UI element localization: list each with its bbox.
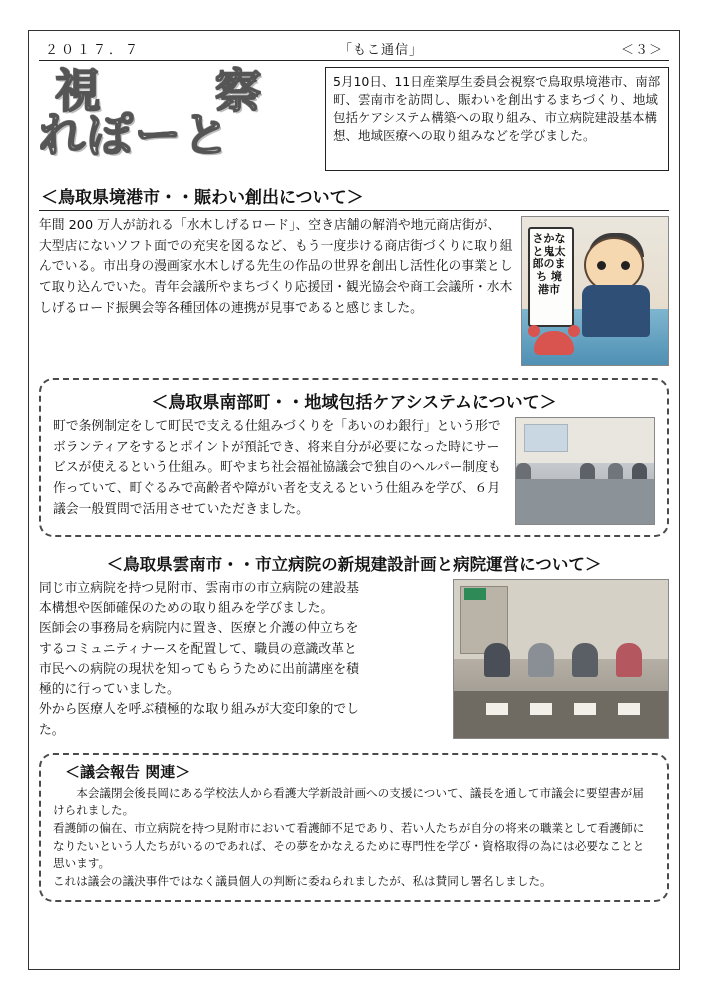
section2-dashed-box bbox=[39, 378, 669, 537]
section3-line: 医師会の事務局を病院内に置き、医療と介護の仲立ちを bbox=[39, 621, 359, 637]
newsletter-page bbox=[28, 30, 680, 970]
photo3-person bbox=[484, 643, 510, 677]
masthead-line1: 視 察 bbox=[55, 64, 295, 118]
masthead-line2: れぽーと bbox=[39, 108, 231, 163]
mascot-eye-left bbox=[597, 261, 606, 270]
photo3-document bbox=[530, 703, 552, 715]
photo3-person bbox=[528, 643, 554, 677]
photo3-document bbox=[574, 703, 596, 715]
section2-body-block bbox=[53, 417, 655, 525]
photo3-document bbox=[486, 703, 508, 715]
issue-date: ２０１７．７ bbox=[45, 43, 142, 58]
section2-heading: ＜鳥取県南部町・・地域包括ケアシステムについて＞ bbox=[151, 393, 557, 413]
lead-paragraph-box bbox=[325, 67, 669, 171]
section3-line: 本構想や医師確保のための取り組みを学びました。 bbox=[39, 601, 334, 617]
section3-body-text bbox=[39, 579, 453, 741]
report-body bbox=[53, 785, 655, 891]
page-number: ＜３＞ bbox=[620, 43, 663, 58]
sakaiminato-mascot-photo bbox=[521, 216, 669, 366]
section3-line: 市民への病院の現状を知ってもらうために出前講座を積 bbox=[39, 661, 359, 677]
report-paragraph: これは議会の議決事件ではなく議員個人の判断に委ねられましたが、私は賛同し署名しました。 bbox=[53, 873, 552, 888]
page-header bbox=[39, 39, 669, 61]
nanbu-town-meeting-photo bbox=[515, 417, 655, 525]
signboard-caption: さかなと鬼太郎のまち 境港市 bbox=[532, 232, 566, 296]
report-paragraph: 看護師の偏在、市立病院を持つ見附市において看護師不足であり、若い人たちが自分の将来の職業として看護師になりたいという人たちがいるのであれば、その夢をかなえるために専門性を学び・資格取得の為には必要なことと思います。 bbox=[53, 820, 645, 871]
masthead-block bbox=[39, 64, 669, 175]
photo3-person bbox=[572, 643, 598, 677]
report-heading: ＜議会報告 関連＞ bbox=[65, 762, 191, 781]
mascot-body bbox=[582, 285, 650, 337]
masthead-title bbox=[39, 64, 325, 175]
exit-sign-icon bbox=[464, 588, 486, 600]
photo3-person bbox=[616, 643, 642, 677]
section3-line: するコミュニティナースを配置して、職員の意識改革と bbox=[39, 641, 357, 657]
section1-rule bbox=[39, 210, 669, 211]
photo3-document bbox=[618, 703, 640, 715]
section2-body-text: 町で条例制定をして町民で支える仕組みづくりを「あいのわ銀行」という形でボランティアをするとポイントが預託でき、将来自分が必要になった時にサービスが使えるという仕組み。町やまち社会福祉協議会で独自のヘルパー制度も作っていて、町ぐるみで高齢者や障がい者を支えるという仕組みを学び、６月議会一般質問で活用させていただきました。 bbox=[53, 419, 501, 517]
section3-line: 外から医療人を呼ぶ積極的な取り組みが大変印象的でし bbox=[39, 702, 359, 718]
photo2-window bbox=[524, 424, 568, 452]
lead-paragraph-text: 5月10日、11日産業厚生委員会視察で鳥取県境港市、南部町、雲南市を訪問し、賑わいを創出するまちづくり、地域包括ケアシステム構築への取り組み、市立病院建設基本構想、地域医療への取り組みなどを学びました。 bbox=[333, 74, 661, 144]
section3-line: 極的に行っていました。 bbox=[39, 682, 180, 698]
section1-body-block bbox=[39, 216, 669, 366]
section1-body-text: 年間 200 万人が訪れる「水木しげるロード」、空き店舗の解消や地元商店街が、大型店にないソフト面での充実を図るなど、もう一度歩ける商店街づくりに取り組んでいる。市出身の漫画家水木しげる先生の作品の世界を創出し活性化の事業として取り込んでいた。青年会議所やまちづくり応援団・観光協会や商工会議所・水木しげるロード振興会等各種団体の連携が見事であると感じました。 bbox=[39, 218, 513, 316]
report-paragraph: 本会議閉会後長岡にある学校法人から看護大学新設計画への支援について、議長を通して市議会に要望書が届けられました。 bbox=[53, 785, 644, 818]
unnan-city-hospital-meeting-photo bbox=[453, 579, 669, 739]
photo2-table bbox=[516, 479, 654, 524]
section3-body-block bbox=[39, 579, 669, 741]
section1-heading: ＜鳥取県境港市・・賑わい創出について＞ bbox=[41, 188, 364, 208]
section3-line: た。 bbox=[39, 722, 65, 738]
council-report-box bbox=[39, 753, 669, 903]
publication-title: 「もこ通信」 bbox=[338, 43, 423, 58]
mascot-eye-right bbox=[621, 261, 630, 270]
section3-line: 同じ市立病院を持つ見附市、雲南市の市立病院の建設基 bbox=[39, 581, 359, 596]
section3-heading: ＜鳥取県雲南市・・市立病院の新規建設計画と病院運営について＞ bbox=[106, 555, 602, 574]
